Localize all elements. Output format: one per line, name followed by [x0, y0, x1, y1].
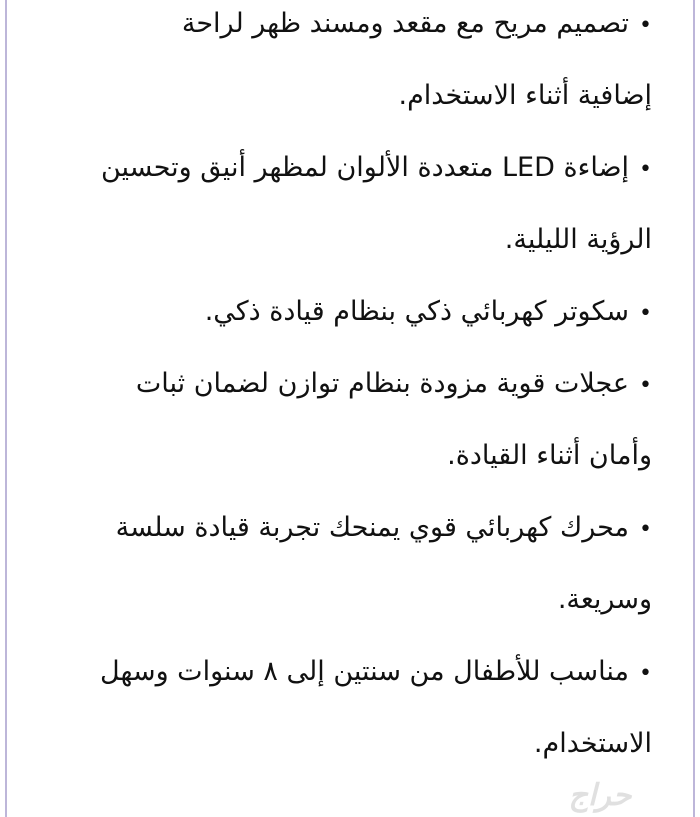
feature-item-motor [30, 510, 652, 548]
panel-right-border [693, 0, 695, 817]
feature-text: إضاءة LED متعددة الألوان لمظهر أنيق وتحسين [100, 152, 630, 183]
bullet: • [639, 517, 652, 542]
feature-item-comfort-cont [30, 78, 652, 114]
feature-text: محرك كهربائي قوي يمنحك تجربة قيادة سلسة [115, 512, 630, 543]
feature-item-motor-cont [30, 582, 652, 618]
feature-item-led-cont [30, 222, 652, 258]
feature-text: مناسب للأطفال من سنتين إلى ٨ سنوات وسهل [100, 656, 630, 687]
feature-text: إضافية أثناء الاستخدام. [398, 80, 652, 111]
feature-text: سكوتر كهربائي ذكي بنظام قيادة ذكي. [204, 296, 630, 327]
panel-left-border [5, 0, 7, 817]
feature-text: الاستخدام. [533, 728, 652, 759]
feature-text: الرؤية الليلية. [504, 224, 652, 255]
bullet: • [639, 13, 652, 38]
feature-item-comfort [30, 6, 652, 44]
feature-text: تصميم مريح مع مقعد ومسند ظهر لراحة [181, 8, 630, 39]
bullet: • [639, 373, 652, 398]
haraj-watermark-logo: حراج [568, 778, 632, 813]
feature-item-led [30, 150, 652, 188]
feature-item-age [30, 654, 652, 692]
feature-text: وسريعة. [557, 584, 652, 615]
feature-item-wheels [30, 366, 652, 404]
bullet: • [639, 661, 652, 686]
bullet: • [639, 301, 652, 326]
feature-text: عجلات قوية مزودة بنظام توازن لضمان ثبات [135, 368, 630, 399]
feature-item-smart [30, 294, 652, 332]
feature-item-age-cont [30, 726, 652, 762]
feature-text: وأمان أثناء القيادة. [447, 440, 652, 471]
feature-item-wheels-cont [30, 438, 652, 474]
bullet: • [639, 157, 652, 182]
description-text [30, 0, 652, 817]
